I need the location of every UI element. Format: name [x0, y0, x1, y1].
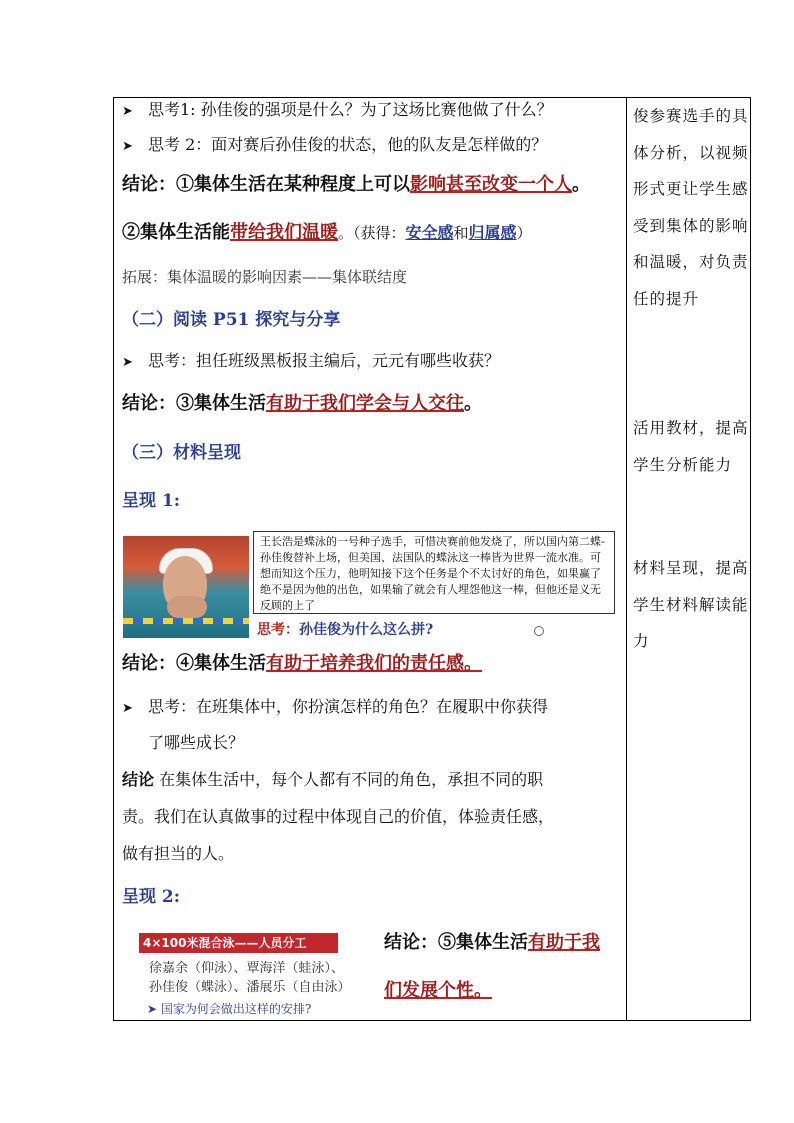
conclusion-5-line-1: 结论：⑤集体生活有助于我 — [384, 932, 600, 953]
lane-rope — [123, 618, 249, 624]
question-3: ➤ 思考：担任班级黑板报主编后，元元有哪些收获？ — [122, 350, 500, 374]
swimmer-photo — [123, 536, 249, 638]
presentation-1-label: 呈现 1: — [122, 491, 181, 511]
extension-note: 拓展：集体温暖的影响因素——集体联结度 — [122, 268, 408, 286]
role-conclusion-line-1: 结论 在集体生活中，每个人都有不同的角色，承担不同的职 — [122, 770, 544, 789]
think-prompt: 思考：孙佳俊为什么这么拼? — [257, 622, 434, 638]
question-4-line-2: 了哪些成长？ — [148, 733, 245, 752]
lesson-table — [113, 97, 751, 1021]
presentation-2-label: 呈现 2: — [122, 887, 181, 907]
relay-question: ➤ 国家为何会做出这样的安排? — [147, 1002, 312, 1016]
side-note-2: 活用教材，提高学生分析能力 — [633, 419, 749, 474]
side-note-3: 材料呈现，提高学生材料解读能力 — [633, 559, 749, 650]
main-column — [114, 98, 626, 1020]
target-icon — [534, 626, 544, 636]
role-conclusion-line-2: 责。我们在认真做事的过程中体现自己的价值，体验责任感， — [122, 807, 555, 826]
question-4-line-1: ➤ 思考：在班集体中，你扮演怎样的角色？在履职中你获得 — [122, 696, 548, 720]
arrow-bullet-icon: ➤ — [122, 139, 133, 154]
arrow-bullet-icon: ➤ — [122, 355, 133, 370]
conclusion-5-line-2: 们发展个性。 — [384, 980, 492, 1001]
quote-box: 王长浩是蝶泳的一号种子选手，可惜决赛前他发烧了，所以国内第二蝶-孙佳俊替补上场，但美国、法国队的蝶泳这一棒皆为世界一流水准。可想而知这个压力，他明知接下这个任务是个不太讨好的角色，如果赢了绝不是因为他的出色，如果输了就会有人埋怨他这一棒，但他还是义无反顾的上了 — [253, 531, 615, 614]
relay-names: 徐嘉余（仰泳）、覃海洋（蛙泳）、 孙佳俊（蝶泳）、潘展乐（自由泳） — [149, 961, 351, 995]
conclusion-1: 结论：①集体生活在某种程度上可以影响甚至改变一个人。 — [122, 174, 590, 195]
side-note-1: 俊参赛选手的具体分析，以视频形式更让学生感受到集体的影响和温暖，对负责任的提升 — [633, 107, 749, 308]
conclusion-4: 结论：④集体生活有助于培养我们的责任感。 — [122, 653, 482, 674]
role-conclusion-line-3: 做有担当的人。 — [122, 844, 235, 863]
question-2: ➤ 思考 2：面对赛后孙佳俊的状态，他的队友是怎样做的？ — [122, 134, 547, 158]
arrow-bullet-icon: ➤ — [122, 104, 133, 119]
section-heading-3: （三）材料呈现 — [122, 443, 241, 463]
conclusion-2: ②集体生活能带给我们温暖。（获得：安全感和归属感） — [122, 222, 532, 243]
section-heading-2: （二）阅读 P51 探究与分享 — [122, 310, 341, 330]
arrow-bullet-icon: ➤ — [122, 701, 133, 716]
conclusion-3: 结论：③集体生活有助于我们学会与人交往。 — [122, 393, 482, 414]
question-1: ➤ 思考1: 孙佳俊的强项是什么？为了这场比赛他做了什么？ — [122, 99, 553, 123]
swimmer-hand — [167, 596, 207, 618]
relay-title-bar: 4×100米混合泳——人员分工 — [139, 933, 338, 953]
side-column — [627, 98, 751, 1020]
